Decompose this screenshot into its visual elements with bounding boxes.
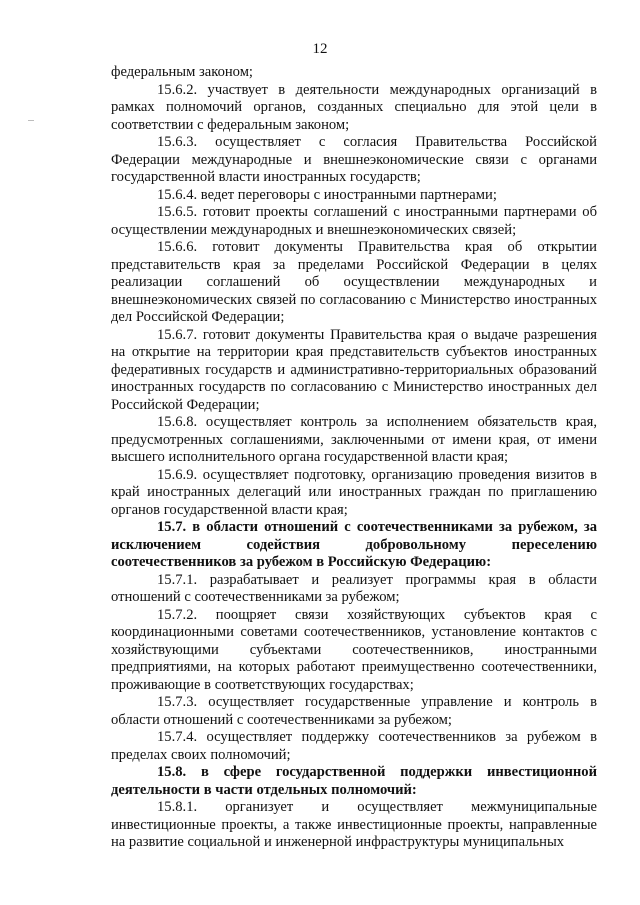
- paragraph: 15.7.1. разрабатывает и реализует программы края в области отношений с соотечественниками за рубежом;: [111, 571, 597, 605]
- paragraph: федеральным законом;: [111, 64, 253, 80]
- paragraph: 15.7.3. осуществляет государственные управление и контроль в области отношений с соотечественниками за рубежом;: [111, 694, 597, 728]
- margin-mark: [28, 120, 34, 121]
- section-heading: 15.7. в области отношений с соотечественниками за рубежом, за исключением содействия добровольному переселению соотечественников за рубежом в Российскую Федерацию:: [111, 519, 597, 570]
- paragraph: 15.6.7. готовит документы Правительства края о выдаче разрешения на открытие на территории края представительств субъектов иностранных федеративных государств и административно-территориальных образований иностранных государств по согласованию с Министерство иностранных дел Российской Федерации;: [111, 326, 597, 413]
- paragraph: 15.6.9. осуществляет подготовку, организацию проведения визитов в край иностранных делегаций или иностранных граждан по приглашению органов государственной власти края;: [111, 466, 597, 518]
- document-body: [111, 64, 597, 852]
- paragraph: 15.7.4. осуществляет поддержку соотечественников за рубежом в пределах своих полномочий;: [111, 729, 597, 763]
- paragraph: 15.6.4. ведет переговоры с иностранными партнерами;: [157, 186, 497, 203]
- paragraph: 15.8.1. организует и осуществляет межмуниципальные инвестиционные проекты, а также инвестиционные проекты, направленные на развитие социальной и инженерной инфраструктуры муниципальных: [111, 799, 597, 850]
- page-number: 12: [312, 41, 328, 57]
- paragraph: 15.6.5. готовит проекты соглашений с иностранными партнерами об осуществлении международных и внешнеэкономических связей;: [111, 204, 597, 238]
- paragraph: 15.6.2. участвует в деятельности международных организаций в рамках полномочий органов, созданных специально для этой цели в соответствии с федеральным законом;: [111, 81, 597, 133]
- paragraph: 15.6.3. осуществляет с согласия Правительства Российской Федерации международные и внешнеэкономические связи с органами государственной власти иностранных государств;: [111, 134, 597, 185]
- paragraph: 15.7.2. поощряет связи хозяйствующих субъектов края с координационными советами соотечественников, установление контактов с хозяйствующими субъектами соотечественников, иностранными предприятиями, на которых работают преимущественно соотечественники, проживающие в соответствующих государствах;: [111, 606, 597, 693]
- paragraph: 15.6.8. осуществляет контроль за исполнением обязательств края, предусмотренных соглашениями, заключенными от имени края, от имени высшего исполнительного органа государственной власти края;: [111, 414, 597, 465]
- section-heading: 15.8. в сфере государственной поддержки инвестиционной деятельности в части отдельных полномочий:: [111, 764, 597, 798]
- paragraph: 15.6.6. готовит документы Правительства края об открытии представительств края за пределами Российской Федерации в целях реализации соглашений об осуществлении международных и внешнеэкономических связей по согласованию с Министерство иностранных дел Российской Федерации;: [111, 239, 597, 325]
